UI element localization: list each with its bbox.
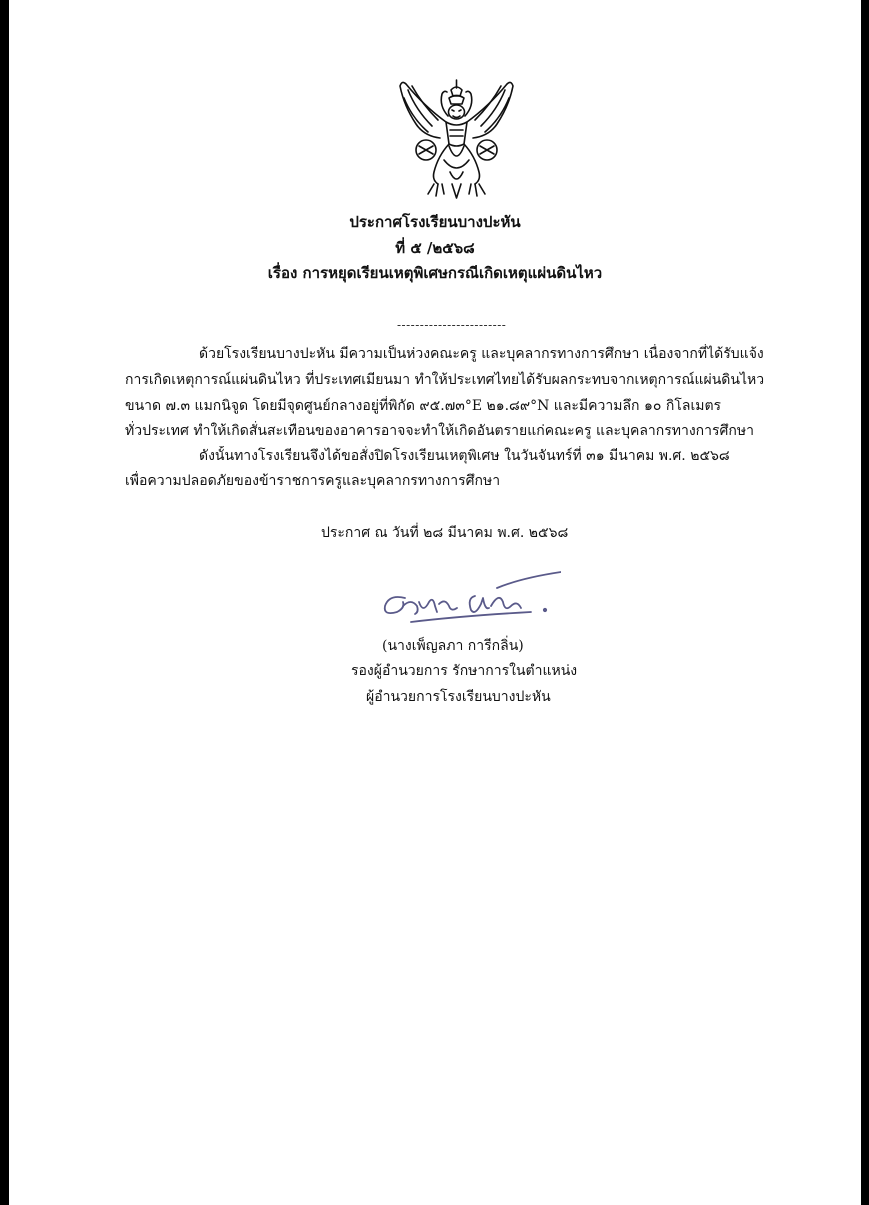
signatory-position: รองผู้อำนวยการ รักษาการในตำแหน่ง xyxy=(351,663,578,679)
signatory-name: (นางเพ็ญลภา การีกลิ่น) xyxy=(382,638,524,654)
announcement-date: ประกาศ ณ วันที่ ๒๘ มีนาคม พ.ศ. ๒๕๖๘ xyxy=(321,525,569,541)
announcement-title: ประกาศโรงเรียนบางปะหัน xyxy=(349,213,521,231)
document-page xyxy=(9,0,861,1205)
garuda-emblem xyxy=(394,76,519,201)
handwritten-signature xyxy=(371,562,561,642)
body-p2-line1: ดังนั้นทางโรงเรียนจึงได้ขอสั่งปิดโรงเรียนเหตุพิเศษ ในวันจันทร์ที่ ๓๑ มีนาคม พ.ศ. ๒๕๖๘ xyxy=(199,448,730,464)
body-p2-line2: เพื่อความปลอดภัยของข้าราชการครูและบุคลากรทางการศึกษา xyxy=(125,473,501,489)
section-divider: ------------------------ xyxy=(397,318,507,332)
announcement-subject: เรื่อง การหยุดเรียนเหตุพิเศษกรณีเกิดเหตุแผ่นดินไหว xyxy=(267,264,603,282)
announcement-number: ที่ ๕ /๒๕๖๘ xyxy=(395,239,475,257)
body-p1-line3: ขนาด ๗.๓ แมกนิจูด โดยมีจุดศูนย์กลางอยู่ที่พิกัด ๙๕.๗๓°E ๒๑.๘๙°N และมีความลึก ๑๐ กิโลเมตร xyxy=(125,398,722,414)
body-p1-line2: การเกิดเหตุการณ์แผ่นดินไหว ที่ประเทศเมียนมา ทำให้ประเทศไทยได้รับผลกระทบจากเหตุการณ์แผ่นดินไหว xyxy=(125,372,765,388)
body-p1-line4: ทั่วประเทศ ทำให้เกิดสั่นสะเทือนของอาคารอาจจะทำให้เกิดอันตรายแก่คณะครู และบุคลากรทางการศึกษา xyxy=(125,423,754,439)
body-p1-line1: ด้วยโรงเรียนบางปะหัน มีความเป็นห่วงคณะครู และบุคลากรทางการศึกษา เนื่องจากที่ได้รับแจ้ง xyxy=(199,346,764,362)
signatory-office: ผู้อำนวยการโรงเรียนบางปะหัน xyxy=(366,689,551,705)
